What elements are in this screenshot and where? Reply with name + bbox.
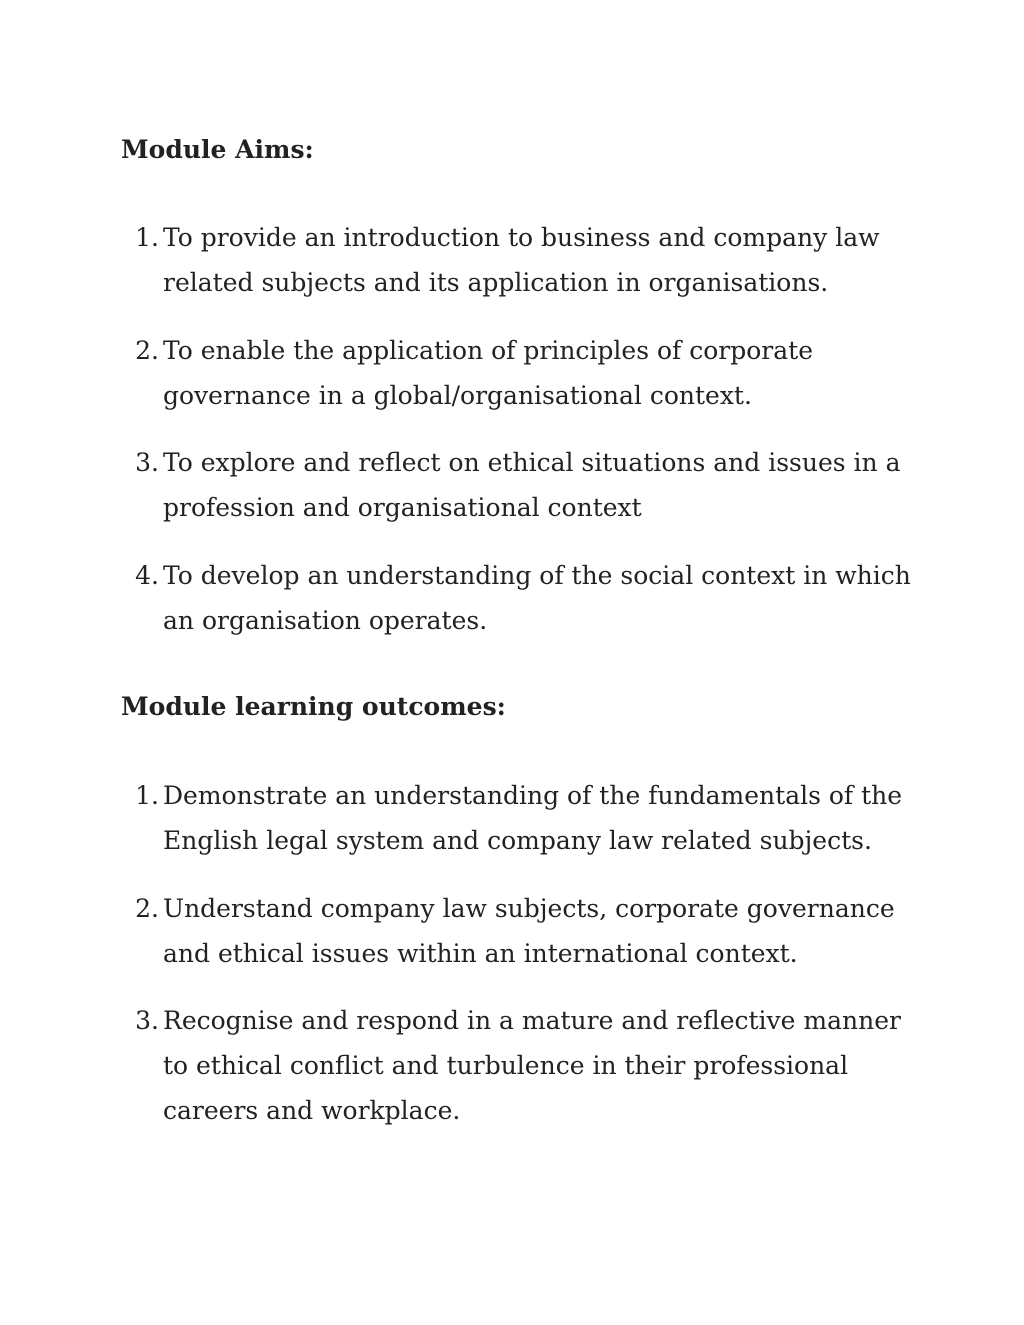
list-item-text-line: profession and organisational context: [163, 493, 642, 522]
list-number: 2.: [135, 894, 159, 923]
list-item-text-line: Recognise and respond in a mature and reflective manner: [163, 1006, 901, 1035]
list-number: 3.: [135, 1006, 159, 1035]
list-item-text-line: governance in a global/organisational context.: [163, 381, 752, 410]
list-number: 1.: [135, 781, 159, 810]
list-number: 1.: [135, 223, 159, 252]
list-item-text-line: To develop an understanding of the social context in which: [163, 561, 911, 590]
list-item-text-line: Demonstrate an understanding of the fundamentals of the: [163, 781, 903, 810]
list-item-text-line: and ethical issues within an international context.: [163, 939, 798, 968]
list-item-text-line: To provide an introduction to business and company law: [163, 223, 880, 252]
list-item-text-line: related subjects and its application in organisations.: [163, 268, 829, 297]
list-item-text-line: Understand company law subjects, corporate governance: [163, 894, 895, 923]
list-number: 2.: [135, 336, 159, 365]
module-aims-heading: Module Aims:: [121, 135, 314, 164]
list-item-text-line: careers and workplace.: [163, 1096, 461, 1125]
list-item-text-line: To enable the application of principles of corporate: [163, 336, 813, 365]
list-number: 3.: [135, 448, 159, 477]
list-number: 4.: [135, 561, 159, 590]
list-item-text-line: English legal system and company law related subjects.: [163, 826, 872, 855]
list-item-text-line: To explore and reflect on ethical situations and issues in a: [163, 448, 901, 477]
list-item-text-line: to ethical conflict and turbulence in their professional: [163, 1051, 849, 1080]
list-item-text-line: an organisation operates.: [163, 606, 488, 635]
module-learning-outcomes-heading: Module learning outcomes:: [121, 692, 506, 721]
